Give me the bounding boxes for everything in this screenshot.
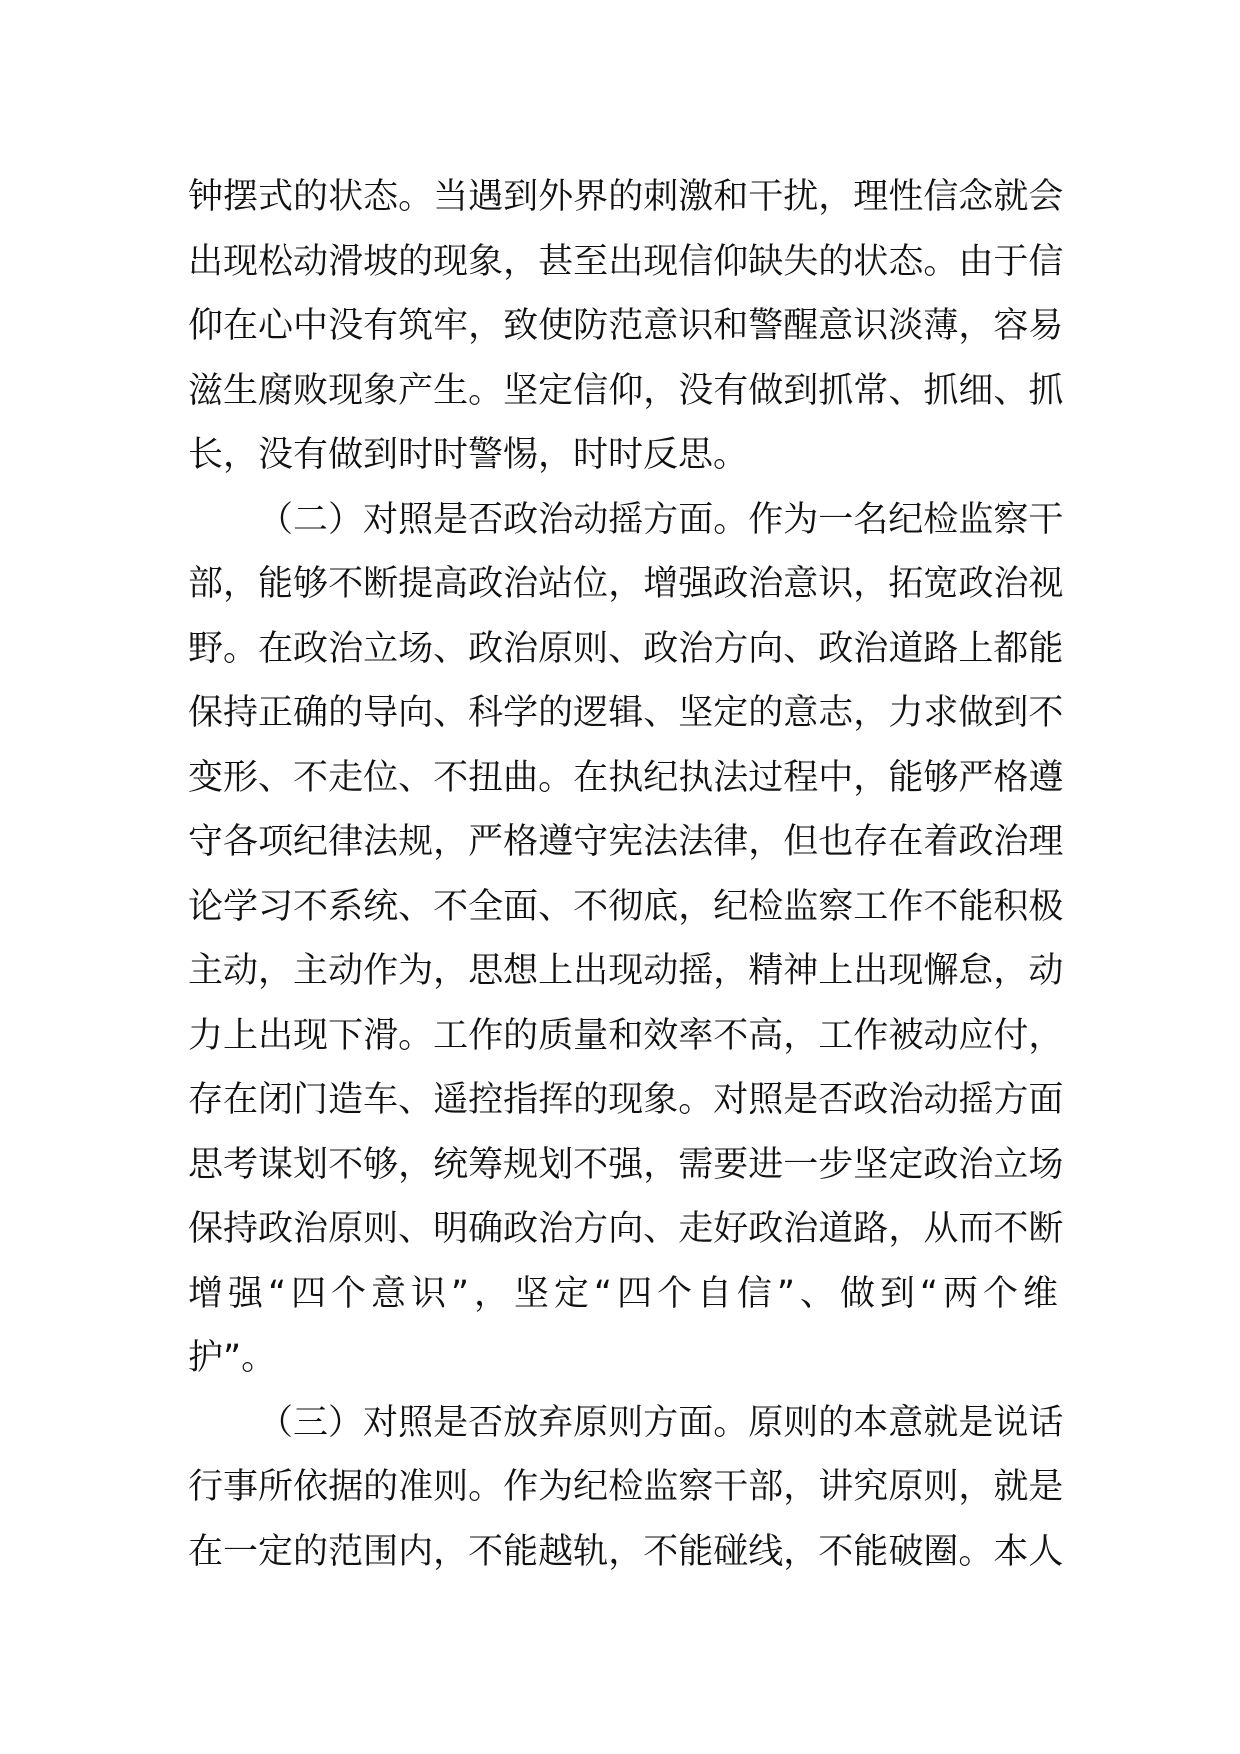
text-line: 保 持 政 治 原 则 、 明 确 政 治 方 向 、 走 好 政 治 道 路 ， 从 而 不 断 [188,1209,1064,1249]
text-line: 变 形 、 不 走 位 、 不 扭 曲 。 在 执 纪 执 法 过 程 中 ， 能 够 严 格 遵 [188,757,1064,798]
paragraph-abandon-principle [188,1391,1064,1585]
text-line: 存 在 闭 门 造 车 、 遥 控 指 挥 的 现 象 。 对 照 是 否 政 治 动 摇 方 面 [188,1080,1064,1120]
text-line: 出 现 松 动 滑 坡 的 现 象 ， 甚 至 出 现 信 仰 缺 失 的 状 态 。 由 于 信 [188,241,1064,282]
text-line: 主 动 ， 主 动 作 为 ， 思 想 上 出 现 动 摇 ， 精 神 上 出 现 懈 怠 ， 动 [188,951,1064,991]
text-line: 护”。 [188,1338,277,1378]
text-line: 部 ， 能 够 不 断 提 高 政 治 站 位 ， 增 强 政 治 意 识 ， 拓 宽 政 治 视 [188,564,1064,604]
text-line: 守 各 项 纪 律 法 规 ， 严 格 遵 守 宪 法 法 律 ， 但 也 存 在 着 政 治 理 [188,822,1064,862]
text-line: 钟 摆 式 的 状 态 。 当 遇 到 外 界 的 刺 激 和 干 扰 ， 理 性 信 念 就 会 [188,177,1064,217]
paragraph-belief-continuation [188,165,1064,488]
text-line: 行 事 所 依 据 的 准 则 。 作 为 纪 检 监 察 干 部 ， 讲 究 原 则 ， 就 是 [188,1467,1064,1507]
paragraph-heading-line: （ 二 ） 对 照 是 否 政 治 动 摇 方 面 。 作 为 一 名 纪 检 监 察 干 [258,499,1064,540]
text-line: 野 。 在 政 治 立 场 、 政 治 原 则 、 政 治 方 向 、 政 治 道 路 上 都 能 [188,628,1064,669]
text-line: 保 持 正 确 的 导 向 、 科 学 的 逻 辑 、 坚 定 的 意 志 ， 力 求 做 到 不 [188,693,1064,733]
text-line: 在 一 定 的 范 围 内 ， 不 能 越 轨 ， 不 能 碰 线 ， 不 能 破 圈 。 本 人 [188,1531,1064,1572]
text-line: 力 上 出 现 下 滑 。 工 作 的 质 量 和 效 率 不 高 ， 工 作 被 动 应 付 ， [188,1015,1064,1056]
paragraph-political-wavering [188,488,1064,1391]
text-line: 仰 在 心 中 没 有 筑 牢 ， 致 使 防 范 意 识 和 警 醒 意 识 淡 薄 ， 容 易 [188,306,1064,346]
body-text [188,165,1064,1584]
text-line: 论 学 习 不 系 统 、 不 全 面 、 不 彻 底 ， 纪 检 监 察 工 作 不 能 积 极 [188,886,1064,927]
text-line: 思 考 谋 划 不 够 ， 统 筹 规 划 不 强 ， 需 要 进 一 步 坚 定 政 治 立 场 [188,1144,1064,1185]
text-line: 增 强 “ 四 个 意 识 ” ， 坚 定 “ 四 个 自 信 ” 、 做 到 “ 两 个 维 [188,1273,1058,1314]
text-line: 长，没有做到时时警惕，时时反思。 [188,435,749,475]
paragraph-heading-line: （ 三 ） 对 照 是 否 放 弃 原 则 方 面 。 原 则 的 本 意 就 是 说 话 [258,1402,1064,1443]
text-line: 滋 生 腐 败 现 象 产 生 。 坚 定 信 仰 ， 没 有 做 到 抓 常 、 抓 细 、 抓 [188,370,1064,411]
